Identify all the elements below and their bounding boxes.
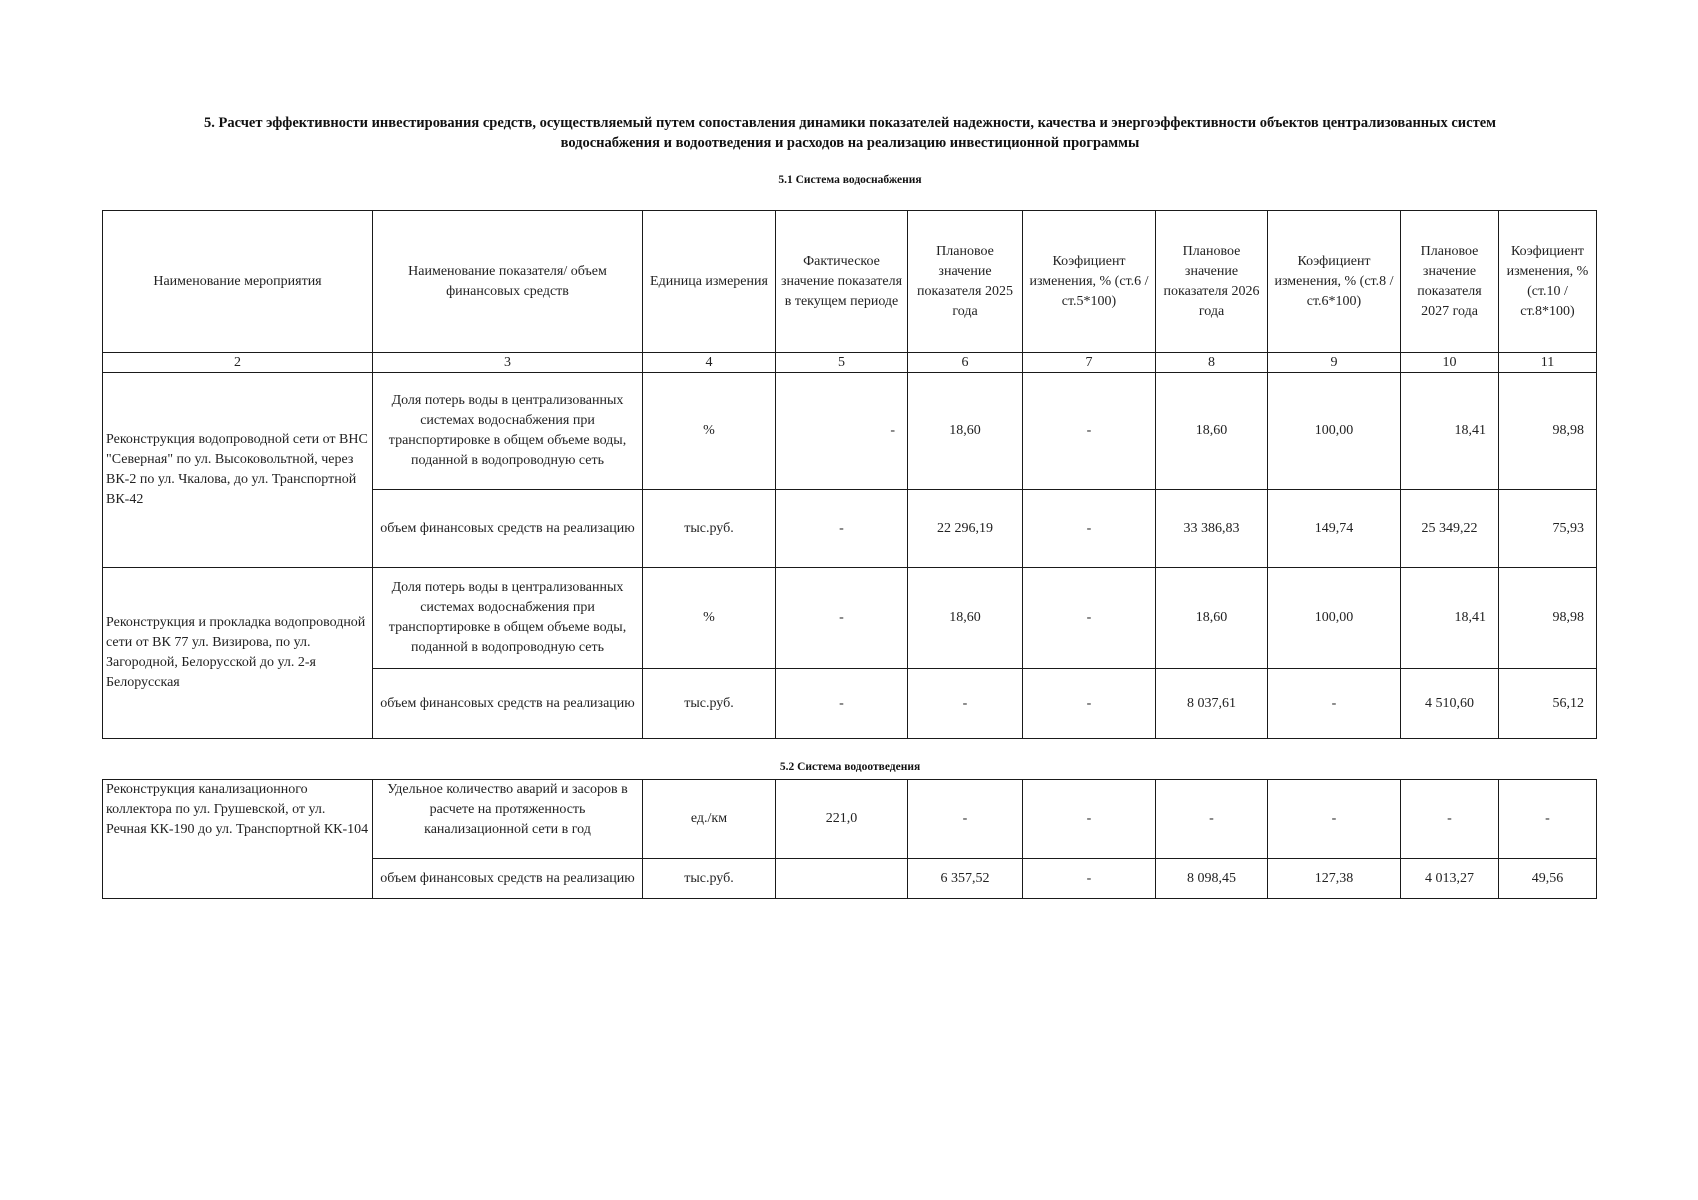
header-indicator: Наименование показателя/ объем финансовых средств xyxy=(373,211,643,353)
document-title xyxy=(100,113,1600,153)
plan-2026-cell: 8 098,45 xyxy=(1156,859,1268,899)
unit-cell: тыс.руб. xyxy=(643,859,776,899)
header-coef-11: Коэфициент изменения, % (ст.10 /ст.8*100) xyxy=(1499,211,1597,353)
actual-cell: - xyxy=(776,669,908,739)
actual-cell: 221,0 xyxy=(776,780,908,859)
activity-cell: Реконструкция канализационного коллектора по ул. Грушевской, от ул. Речная КК-190 до ул. Транспортной КК-104 xyxy=(103,780,373,899)
plan-2027-cell: 18,41 xyxy=(1401,373,1499,490)
unit-cell: тыс.руб. xyxy=(643,490,776,568)
coef-9-cell: 127,38 xyxy=(1268,859,1401,899)
coef-9-cell: 100,00 xyxy=(1268,373,1401,490)
coef-11-cell: 98,98 xyxy=(1499,373,1597,490)
coef-11-cell: 75,93 xyxy=(1499,490,1597,568)
plan-2027-cell: 18,41 xyxy=(1401,568,1499,669)
header-plan-2026: Плановое значение показателя 2026 года xyxy=(1156,211,1268,353)
column-number: 7 xyxy=(1023,353,1156,373)
header-coef-7: Коэфициент изменения, % (ст.6 /ст.5*100) xyxy=(1023,211,1156,353)
indicator-cell: Удельное количество аварий и засоров в расчете на протяженность канализационной сети в год xyxy=(373,780,643,859)
column-number: 6 xyxy=(908,353,1023,373)
document-title-line-1: 5. Расчет эффективности инвестирования средств, осуществляемый путем сопоставления динамики показателей надежности, качества и энергоэффективности объектов централизованных систем xyxy=(203,115,1497,131)
column-number-row xyxy=(103,353,1597,373)
column-number: 9 xyxy=(1268,353,1401,373)
plan-2027-cell: 4 510,60 xyxy=(1401,669,1499,739)
coef-9-cell: - xyxy=(1268,780,1401,859)
plan-2026-cell: 33 386,83 xyxy=(1156,490,1268,568)
coef-7-cell: - xyxy=(1023,568,1156,669)
plan-2027-cell: - xyxy=(1401,780,1499,859)
wastewater-table xyxy=(102,779,1597,899)
coef-7-cell: - xyxy=(1023,490,1156,568)
header-unit: Единица измерения xyxy=(643,211,776,353)
section-title-water-supply: 5.1 Система водоснабжения xyxy=(778,174,922,186)
plan-2025-cell: 18,60 xyxy=(908,568,1023,669)
plan-2025-cell: 6 357,52 xyxy=(908,859,1023,899)
unit-cell: тыс.руб. xyxy=(643,669,776,739)
coef-9-cell: 149,74 xyxy=(1268,490,1401,568)
plan-2027-cell: 25 349,22 xyxy=(1401,490,1499,568)
indicator-cell: Доля потерь воды в централизованных системах водоснабжения при транспортировке в общем объеме воды, поданной в водопроводную сеть xyxy=(373,568,643,669)
water-supply-table xyxy=(102,210,1597,739)
activity-cell: Реконструкция водопроводной сети от ВНС "Северная" по ул. Высоковольтной, через ВК-2 по ул. Чкалова, до ул. Транспортной ВК-42 xyxy=(103,373,373,568)
table-row xyxy=(103,780,1597,859)
indicator-cell: объем финансовых средств на реализацию xyxy=(373,490,643,568)
column-number: 8 xyxy=(1156,353,1268,373)
header-actual: Фактическое значение показателя в текущем периоде xyxy=(776,211,908,353)
actual-cell: - xyxy=(776,490,908,568)
plan-2026-cell: 18,60 xyxy=(1156,568,1268,669)
coef-7-cell: - xyxy=(1023,859,1156,899)
coef-9-cell: 100,00 xyxy=(1268,568,1401,669)
activity-cell: Реконструкция и прокладка водопроводной сети от ВК 77 ул. Визирова, по ул. Загородной, Белорусской до ул. 2-я Белорусская xyxy=(103,568,373,739)
header-plan-2025: Плановое значение показателя 2025 года xyxy=(908,211,1023,353)
plan-2025-cell: - xyxy=(908,780,1023,859)
header-row xyxy=(103,211,1597,353)
header-plan-2027: Плановое значение показателя 2027 года xyxy=(1401,211,1499,353)
indicator-cell: Доля потерь воды в централизованных системах водоснабжения при транспортировке в общем объеме воды, поданной в водопроводную сеть xyxy=(373,373,643,490)
indicator-cell: объем финансовых средств на реализацию xyxy=(373,859,643,899)
table-row xyxy=(103,373,1597,490)
column-number: 2 xyxy=(103,353,373,373)
coef-11-cell: - xyxy=(1499,780,1597,859)
actual-cell xyxy=(776,859,908,899)
coef-11-cell: 49,56 xyxy=(1499,859,1597,899)
column-number: 10 xyxy=(1401,353,1499,373)
unit-cell: % xyxy=(643,568,776,669)
coef-7-cell: - xyxy=(1023,669,1156,739)
unit-cell: ед./км xyxy=(643,780,776,859)
column-number: 5 xyxy=(776,353,908,373)
coef-7-cell: - xyxy=(1023,780,1156,859)
plan-2026-cell: - xyxy=(1156,780,1268,859)
table-row xyxy=(103,568,1597,669)
column-number: 3 xyxy=(373,353,643,373)
header-activity: Наименование мероприятия xyxy=(103,211,373,353)
plan-2026-cell: 18,60 xyxy=(1156,373,1268,490)
actual-cell: - xyxy=(776,373,908,490)
plan-2026-cell: 8 037,61 xyxy=(1156,669,1268,739)
plan-2025-cell: 18,60 xyxy=(908,373,1023,490)
coef-11-cell: 56,12 xyxy=(1499,669,1597,739)
section-title-wastewater: 5.2 Система водоотведения xyxy=(779,761,921,773)
coef-11-cell: 98,98 xyxy=(1499,568,1597,669)
column-number: 4 xyxy=(643,353,776,373)
document-title-line-2: водоснабжения и водоотведения и расходов на реализацию инвестиционной программы xyxy=(560,135,1140,151)
indicator-cell: объем финансовых средств на реализацию xyxy=(373,669,643,739)
plan-2025-cell: 22 296,19 xyxy=(908,490,1023,568)
plan-2027-cell: 4 013,27 xyxy=(1401,859,1499,899)
column-number: 11 xyxy=(1499,353,1597,373)
plan-2025-cell: - xyxy=(908,669,1023,739)
coef-7-cell: - xyxy=(1023,373,1156,490)
coef-9-cell: - xyxy=(1268,669,1401,739)
unit-cell: % xyxy=(643,373,776,490)
header-coef-9: Коэфициент изменения, % (ст.8 /ст.6*100) xyxy=(1268,211,1401,353)
actual-cell: - xyxy=(776,568,908,669)
